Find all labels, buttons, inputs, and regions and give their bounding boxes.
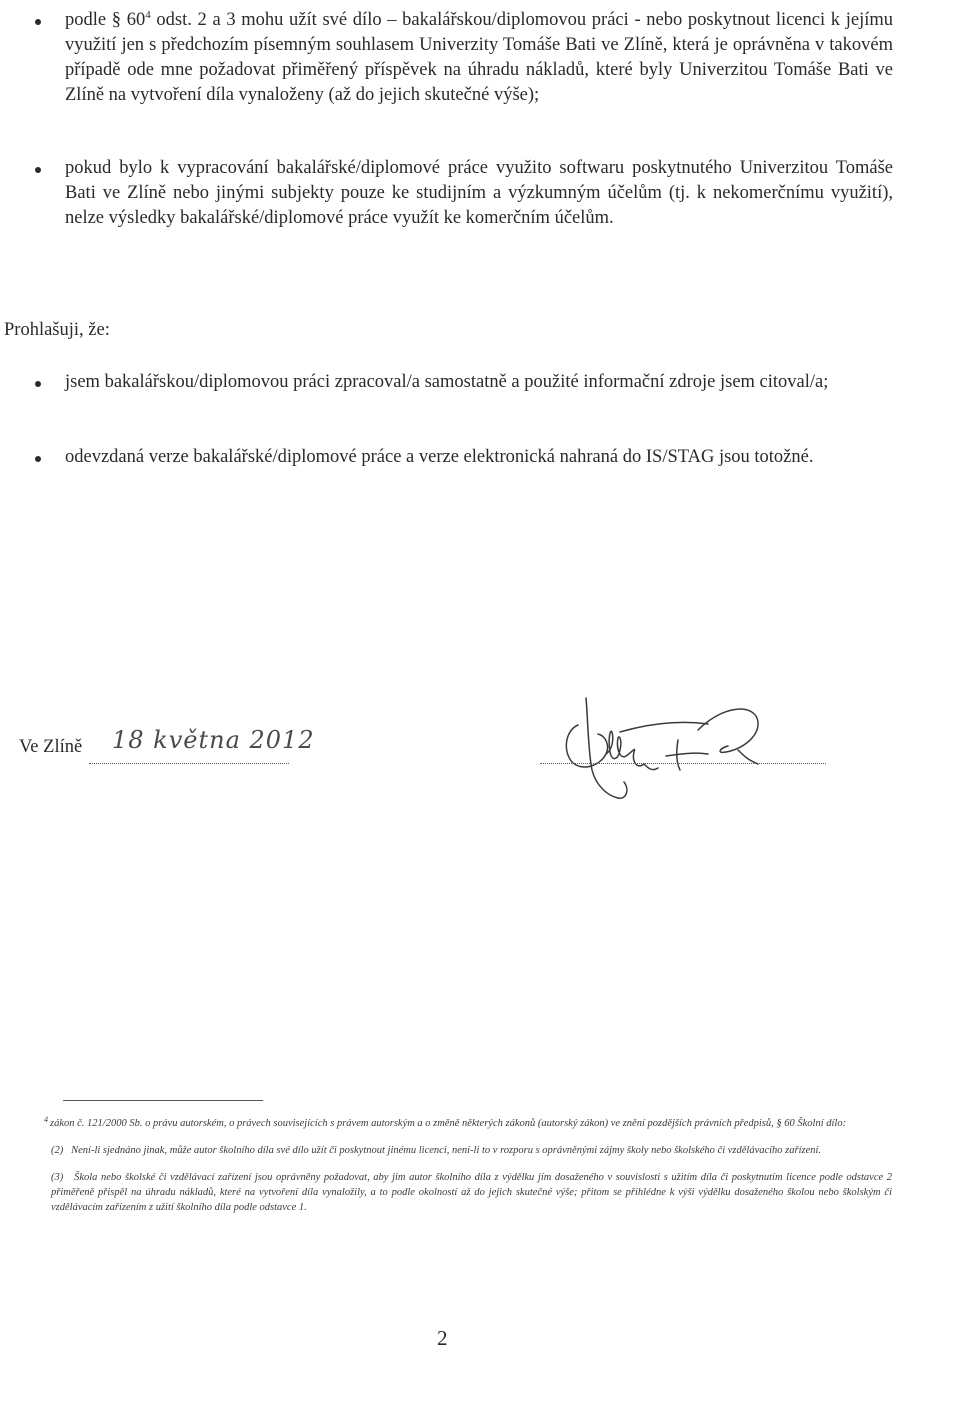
footnote-paragraph-text: Není-li sjednáno jinak, může autor školního díla své dílo užít či poskytnout jinému licenci, není-li to v rozporu s oprávněnými zájmy školy nebo školského či vzdělávacího zařízení. — [71, 1145, 822, 1156]
handwritten-date: 18 května 2012 — [112, 726, 315, 754]
footnote-paragraph — [50, 1170, 892, 1215]
bullet-icon — [35, 167, 41, 173]
bullet-text: pokud bylo k vypracování bakalářské/diplomové práce využito softwaru poskytnutého Univerzitou Tomáše Bati ve Zlíně nebo jinými subjekty pouze ke studijním a výzkumným účelům (tj. k nekomerčnímu využití), nelze výsledky bakalářské/diplomové práce využít ke komerčním účelům. — [65, 158, 893, 228]
signature-block — [0, 690, 960, 830]
handwritten-signature — [548, 690, 778, 810]
footnote-paragraph-text: Škola nebo školské či vzdělávací zařízení jsou oprávněny požadovat, aby jim autor školního díla z výdělku jím dosaženého v souvislosti s užitím díla či poskytnutím licence podle odstavce 2 přiměřeně přispěl na úhradu nákladů, které na vytvoření díla vynaložily, a to podle okolností až do jejich skutečné výše; přitom se přihlédne k výši výdělku dosaženého školou nebo školským či vzdělávacím zařízením z užití školního díla podle odstavce 1. — [51, 1172, 893, 1213]
declaration-heading: Prohlašuji, že: — [4, 320, 110, 340]
bullet-text: jsem bakalářskou/diplomovou práci zpracoval/a samostatně a použité informační zdroje jsem citoval/a; — [65, 372, 829, 392]
footnote-marker: 4 — [44, 1115, 48, 1124]
bullet-icon — [35, 19, 41, 25]
footnotes — [44, 1115, 893, 1215]
footnote-paragraph-number: (3) — [51, 1172, 64, 1183]
bullet-icon — [35, 381, 41, 387]
footnote-separator — [63, 1100, 263, 1101]
footnote-ref: 4 — [145, 8, 151, 21]
date-dotted-line — [89, 763, 289, 764]
bullet-text: odevzdaná verze bakalářské/diplomové práce a verze elektronická nahraná do IS/STAG jsou totožné. — [65, 447, 814, 467]
bullet-icon — [35, 456, 41, 462]
signature-dotted-line — [540, 763, 826, 764]
footnote-paragraph — [50, 1143, 892, 1158]
bullet-text: podle § $60^4$ odst. 2 a 3 mohu užít své dílo – bakalářskou/diplomovou práci - nebo poskytnout licenci k jejímu využití jen s předchozím písemným souhlasem Univerzity Tomáše Bati ve Zlíně, která je oprávněna v takovém případě ode mne požadovat přiměřený příspěvek na úhradu nákladů, které byly Univerzitou Tomáše Bati ve Zlíně na vytvoření díla vynaloženy (až do jejich skutečné výše); — [65, 8, 893, 105]
footnote-paragraph-number: (2) — [51, 1145, 64, 1156]
footnote-intro: 4 zákon č. 121/2000 Sb. o právu autorském, o právech souvisejících s právem autorským a o změně některých zákonů (autorský zákon) ve znění pozdějších právních předpisů, § 60 Školní dílo: — [50, 1116, 892, 1131]
page-number: 2 — [437, 1326, 448, 1350]
place-label: Ve Zlíně — [19, 737, 83, 757]
